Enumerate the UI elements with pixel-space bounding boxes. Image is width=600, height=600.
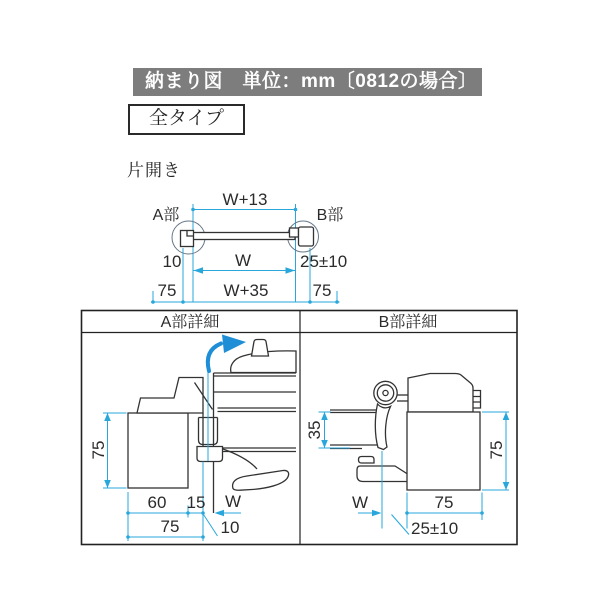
opening-type-label: 片開き (127, 161, 181, 180)
a-detail-title: A部詳細 (160, 314, 220, 331)
a-detail-section-lines (128, 340, 296, 514)
a-dim-15: 15 (186, 493, 206, 512)
plan-dim-w35: W+35 (223, 281, 269, 300)
a-dim-10: 10 (220, 518, 240, 537)
b-detail-title: B部詳細 (378, 314, 438, 331)
plan-view (151, 190, 347, 304)
b-dim-25-10: 25±10 (411, 519, 459, 538)
b-dim-75-bottom: 75 (434, 493, 454, 512)
b-dim-75-vertical: 75 (487, 440, 506, 460)
plan-label-a: A部 (152, 207, 180, 224)
b-detail-section-lines (330, 374, 481, 491)
plan-dim-10: 10 (162, 252, 182, 271)
plan-label-b: B部 (316, 207, 344, 224)
b-dim-w: W (351, 493, 369, 512)
gate-plan-drawing (181, 227, 314, 247)
a-dim-75-vertical: 75 (89, 440, 108, 460)
plan-dim-25-10: 25±10 (300, 252, 348, 271)
b-dim-35: 35 (305, 420, 324, 440)
a-dim-75-bottom: 75 (160, 517, 180, 536)
plan-dim-w: W (234, 251, 252, 270)
plan-dim-75-left: 75 (157, 281, 177, 300)
a-detail-drawing (89, 335, 296, 542)
type-badge: 全タイプ (128, 104, 245, 135)
a-dim-60: 60 (147, 493, 167, 512)
plan-dim-w13: W+13 (222, 190, 268, 209)
b-detail-drawing (305, 374, 509, 539)
plan-dim-75-right: 75 (312, 281, 332, 300)
a-dim-w: W (224, 492, 242, 511)
diagram-title-bar: 納まり図 単位：mm〔0812の場合〕 (133, 68, 482, 96)
